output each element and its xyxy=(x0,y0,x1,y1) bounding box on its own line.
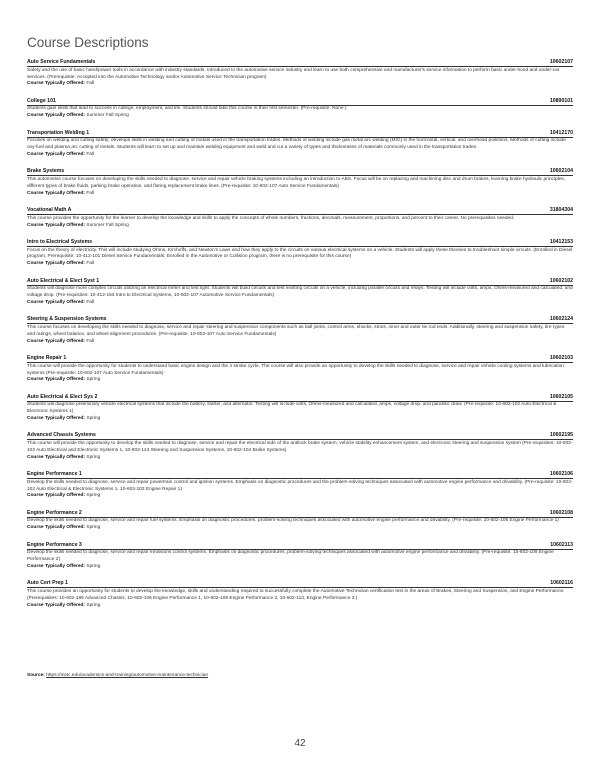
course-header xyxy=(27,355,573,363)
course-code: 10602116 xyxy=(550,580,573,587)
course-name: Vocational Math A xyxy=(27,206,72,213)
course-header xyxy=(27,207,573,215)
offered-terms: Spring xyxy=(86,454,101,460)
course-description: Safety and the use of basic hand/power tools in accordance with industry standards. Introduced to the automotive service industry and learn to use both comprehensive and manufacturer's service information to perform basic under-hood and under-car services. (Prerequisite: Accepted into the Automotive Technology and/or Automotive Service Technician program) xyxy=(27,67,560,80)
course-header xyxy=(27,316,573,324)
course-entry xyxy=(27,207,573,229)
course-entry xyxy=(27,394,573,423)
offered-label: Course Typically Offered: xyxy=(27,377,86,383)
course-code: 10412153 xyxy=(549,238,573,245)
course-name: Intro to Electrical Systems xyxy=(27,238,93,245)
course-list xyxy=(27,59,573,619)
course-description: This course will provide the opportunity to develop the skills needed to diagnose, service and repair the electrical side of the antilock brake system, vehicle stability enhancement system, and electronic steering and suspension system (Pre-requisites: 10-602-102 Auto Electrical and Electronic Systems 1, 10-602-124 Steering and Suspension Systems, 10-602-104 Brake Systems) xyxy=(27,441,573,453)
offered-label: Course Typically Offered: xyxy=(27,190,86,196)
course-header xyxy=(27,394,573,402)
course-header xyxy=(27,278,573,286)
source-label: Source: xyxy=(27,673,45,678)
course-code: 10602102 xyxy=(549,277,573,284)
offered-terms: Spring xyxy=(86,602,101,608)
course-code: 10412170 xyxy=(549,129,573,136)
course-name: Auto Electrical & Elect Sys 2 xyxy=(27,393,98,400)
course-code: 10602113 xyxy=(550,541,573,548)
course-offered xyxy=(27,191,573,198)
course-offered xyxy=(27,377,573,384)
course-name: Auto Service Fundamentals xyxy=(27,59,96,65)
offered-label: Course Typically Offered: xyxy=(27,338,86,344)
course-description: Students will diagnose preliminary vehicle electrical systems that include the battery, starter, and alternator. Testing will include volts, Ohms-measured and calculated, amps, voltage drop, and parasitic draw. (Pre-requisite: 10-602-102 Auto Electrical & Electronic Systems 1) xyxy=(27,402,557,415)
course-entry xyxy=(27,580,573,609)
course-entry xyxy=(27,432,573,461)
page-title: Course Descriptions xyxy=(27,35,149,50)
offered-terms: Fall xyxy=(86,190,95,196)
course-code: 10602106 xyxy=(549,470,573,477)
course-offered xyxy=(27,455,573,462)
offered-label: Course Typically Offered: xyxy=(27,81,86,87)
course-description: Students gain skills that lead to success in college, employment, and life. Students should take this course in their first semester. (Pre-requisite: None.) xyxy=(27,106,347,112)
course-name: Engine Repair 1 xyxy=(27,354,67,361)
course-name: Advanced Chassis Systems xyxy=(27,432,96,439)
course-offered xyxy=(27,261,573,268)
course-header xyxy=(27,580,573,588)
course-offered xyxy=(27,525,573,532)
offered-terms: Spring xyxy=(86,493,101,499)
course-header xyxy=(27,59,573,67)
course-code: 10602107 xyxy=(549,59,573,65)
course-offered xyxy=(27,223,573,230)
course-entry xyxy=(27,471,573,500)
course-header xyxy=(27,98,573,106)
course-description: This automotive course focuses on developing the skills needed to diagnose, service and repair vehicle braking systems including an introduction to ABS. Focus will be on replacing and machining disc and drum brakes, learning brake hydraulic principles, different types of brake fluids, parking brake operation, and flaring replacement brake lines. (Pre-requisite: 10-602-107 Auto Service Fundamentals) xyxy=(27,177,566,189)
course-name: Auto Electrical & Elect Syst 1 xyxy=(27,277,100,284)
page-number: 42 xyxy=(294,738,306,749)
course-name: Transportation Welding 1 xyxy=(27,129,90,136)
course-description: Focuses on welding and cutting safety; develops skills in welding and cutting of metals used in the transportation trades. Methods of welding include gas metal arc welding (MIG) in the horizontal, vertical, and overhead positions. Methods of cutting include oxy-fuel and plasma arc cutting of metals. Students will learn to set up and maintain welding equipment and weld and cut a variety of types and thicknesses of materials commonly used in the transportation trades. xyxy=(27,138,566,151)
course-code: 10602108 xyxy=(549,509,573,516)
offered-terms: Spring xyxy=(86,563,101,569)
course-entry xyxy=(27,168,573,197)
course-header xyxy=(27,471,573,479)
course-description: This course provides the opportunity for the learner to develop the knowledge and skills to apply the concepts of whole numbers, fractions, decimals, measurement, proportions, and percent to their career. No prerequisites needed. xyxy=(27,215,515,221)
course-name: College 101 xyxy=(27,97,56,104)
course-header xyxy=(27,510,573,518)
offered-label: Course Typically Offered: xyxy=(27,493,86,499)
course-offered xyxy=(27,603,573,610)
offered-label: Course Typically Offered: xyxy=(27,563,86,569)
offered-label: Course Typically Offered: xyxy=(27,151,86,157)
offered-terms: Spring xyxy=(86,415,101,421)
course-description: Focus on the theory of electricity. This will include studying Ohms, Kirchoffs, and Newton's Laws and how they apply to the circuits on various electrical systems on a vehicle. Students will apply these theories to troubleshoot simple circuits. (Enrolled in Diesel program, Prerequisite: 10-412-101 Diesel Service Fundamentals; Enrolled in the Automotive or Collision program, there is no prerequisite for this course) xyxy=(27,247,573,260)
course-header xyxy=(27,130,573,138)
course-description: This course provides an opportunity for students to develop the knowledge, skills and understanding required to successfully complete the Automotive Technician certification test in the areas of Brakes, Steering and Suspension, and Engine Performance. (Prerequisites: 10-602-195 Advanced Chassis, 10-602-106 Engine Performance 1, 10-602-108 Engine Performance 2, 10-602-113, Engine Performance 3 ) xyxy=(27,589,565,601)
offered-label: Course Typically Offered: xyxy=(27,454,86,460)
offered-terms: Spring xyxy=(86,525,101,531)
offered-terms: Fall xyxy=(86,261,95,267)
source-link[interactable]: https://nwtc.edu/academics-and-training/automotive-maintenance-technician xyxy=(46,673,209,678)
offered-terms: Fall xyxy=(86,299,95,305)
course-entry xyxy=(27,510,573,532)
course-code: 10602103 xyxy=(549,354,573,361)
offered-label: Course Typically Offered: xyxy=(27,415,86,421)
course-entry xyxy=(27,316,573,345)
offered-terms: Summer Fall Spring xyxy=(86,222,129,228)
offered-terms: Spring xyxy=(86,377,101,383)
course-offered xyxy=(27,493,573,500)
offered-label: Course Typically Offered: xyxy=(27,299,86,305)
course-header xyxy=(27,542,573,550)
offered-terms: Summer Fall Spring xyxy=(86,113,129,119)
course-offered xyxy=(27,339,573,346)
course-name: Engine Performance 2 xyxy=(27,509,82,516)
course-header xyxy=(27,432,573,440)
course-code: 31804304 xyxy=(549,206,573,213)
course-name: Brake Systems xyxy=(27,168,65,175)
course-description: This course focuses on developing the skills needed to diagnose, service and repair steering and suspension components such as ball joints, control arms, shocks, struts, inner and outer tie rod ends. Additionally, steering and suspension safety, tire types and ratings, wheel balance, and wheel alignment procedures. (Pre-requisite: 10-602-107 Auto Service Fundamentals) xyxy=(27,325,565,337)
course-code: 10890101 xyxy=(549,97,573,104)
course-entry xyxy=(27,542,573,571)
course-offered xyxy=(27,113,573,120)
course-code: 10602195 xyxy=(549,432,573,439)
course-code: 10602124 xyxy=(549,316,573,323)
course-description: This course will provide the opportunity for students to understand basic engine design and the 4 stroke cycle. The course will also provide an opportunity to develop the skills needed to diagnose, service and repair vehicle cooling systems and lubrication systems (Pre-requisite: 10-602-107 Auto Service Fundamentals) xyxy=(27,363,564,376)
course-name: Steering & Suspension Systems xyxy=(27,316,107,323)
course-entry xyxy=(27,278,573,307)
offered-label: Course Typically Offered: xyxy=(27,525,86,531)
course-entry xyxy=(27,239,573,268)
course-code: 10602104 xyxy=(549,168,573,175)
course-description: Develop the skills needed to diagnose, service and repair emissions control systems. Emphasis on diagnostic procedures, problem-solving techniques associated with automotive engine performance and drivability. (Pre-requisite: 10-602-108 Engine Performance 2) xyxy=(27,550,554,563)
offered-label: Course Typically Offered: xyxy=(27,222,86,228)
offered-label: Course Typically Offered: xyxy=(27,261,86,267)
source-line xyxy=(27,673,208,678)
course-name: Engine Performance 3 xyxy=(27,541,82,548)
course-code: 10602105 xyxy=(549,393,573,400)
course-header xyxy=(27,168,573,176)
course-description: Students will diagnose more complex circuits utilizing an electrical meter and test light. Students will build circuits and test existing circuits on a vehicle, including parallel circuits and relays. Testing will include volts, amps, Ohms-measured and calculated, and voltage drop. (Pre-requisites: 10-412-153 Intro to Electrical Systems, 10-602-107 Automotive Service Fundamentals) xyxy=(27,286,573,299)
course-entry xyxy=(27,355,573,384)
course-name: Engine Performance 1 xyxy=(27,470,82,477)
course-entry xyxy=(27,130,573,159)
course-offered xyxy=(27,152,573,159)
course-name: Auto Cert Prep 1 xyxy=(27,580,68,587)
offered-label: Course Typically Offered: xyxy=(27,602,86,608)
offered-terms: Fall xyxy=(86,338,95,344)
course-header xyxy=(27,239,573,247)
offered-terms: Fall xyxy=(86,151,95,157)
offered-terms: Fall xyxy=(86,81,95,87)
course-description: Develop the skills needed to diagnose, service and repair powertrain control and ignition systems. Emphasis on diagnostic procedures and the problem-solving techniques associated with automotive engine performance and drivability. (Pre-requisite: 10-602-102 Auto Electrical & Electronic Systems 1, 10-602-103 Engine Repair 1) xyxy=(27,479,573,492)
course-description: Develop the skills needed to diagnose, service and repair fuel systems. Emphasis on diagnostic procedures, problem-solving techniques associated with automotive engine performance and drivability. (Pre-requisite: 10-602-106 Engine Performance 1) xyxy=(27,518,559,524)
course-offered xyxy=(27,564,573,571)
course-offered xyxy=(27,416,573,423)
course-offered xyxy=(27,81,573,88)
course-entry xyxy=(27,59,573,88)
course-offered xyxy=(27,300,573,307)
offered-label: Course Typically Offered: xyxy=(27,113,86,119)
course-entry xyxy=(27,98,573,120)
